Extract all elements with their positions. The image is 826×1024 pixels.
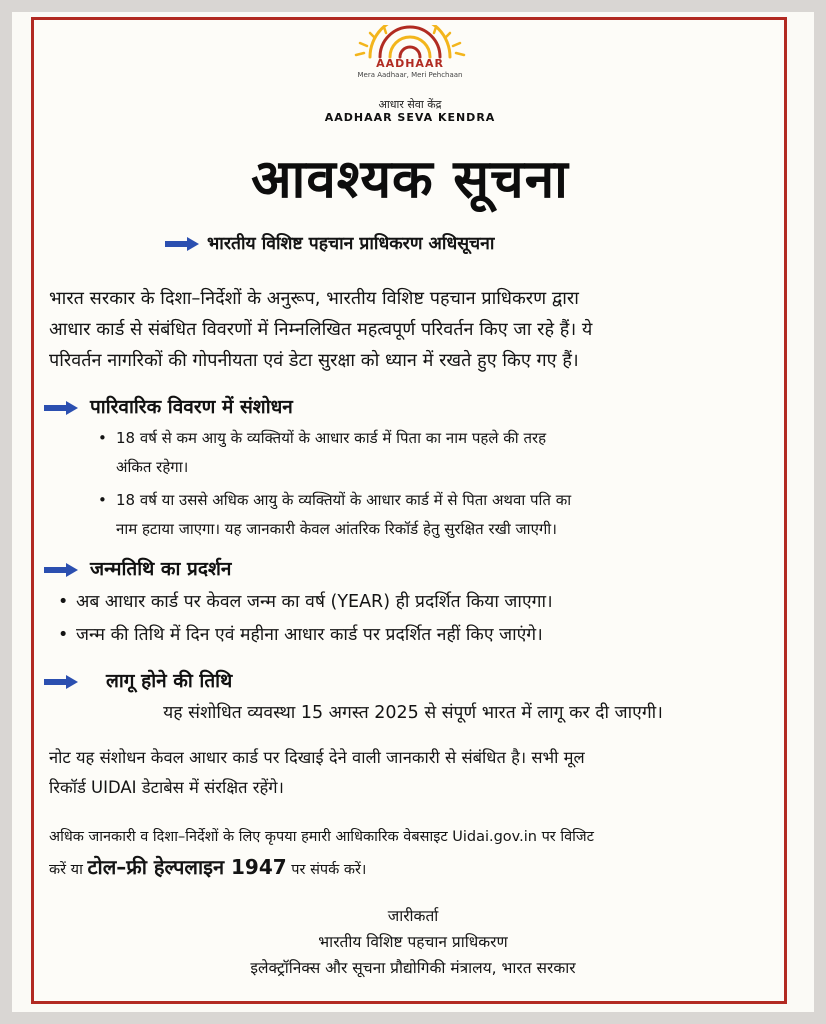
dob-display-heading (44, 555, 231, 581)
list-item (98, 486, 571, 544)
notification-heading (165, 231, 494, 255)
note-line: नोट यह संशोधन केवल आधार कार्ड पर दिखाई देने वाली जानकारी से संबंधित है। सभी मूल (49, 748, 585, 767)
arrow-right-icon (44, 563, 78, 577)
list-item-line: • 18 वर्ष से कम आयु के व्यक्तियों के आधार कार्ड में पिता का नाम पहले की तरह (116, 429, 547, 447)
contact-info (49, 822, 784, 885)
logo-wordmark: AADHAAR (376, 57, 444, 70)
list-item: • अब आधार कार्ड पर केवल जन्म का वर्ष (YEAR) ही प्रदर्शित किया जाएगा। (58, 586, 553, 619)
family-details-heading (44, 393, 293, 419)
contact-info-text: पर संपर्क करें। (291, 862, 367, 878)
note-paragraph (49, 743, 784, 803)
list-item-line: • 18 वर्ष या उससे अधिक आयु के व्यक्तियों के आधार कार्ड में से पिता अथवा पति का (116, 491, 572, 509)
list-item-line: नाम हटाया जाएगा। यह जानकारी केवल आंतरिक रिकॉर्ड हेतु सुरक्षित रखी जाएगी। (116, 520, 557, 538)
arrow-right-icon (44, 401, 78, 415)
notification-heading-text: भारतीय विशिष्ट पहचान प्राधिकरण अधिसूचना (207, 234, 495, 254)
issuer-label: जारीकर्ता (387, 907, 439, 925)
intro-line: आधार कार्ड से संबंधित विवरणों में निम्नलिखित महत्वपूर्ण परिवर्तन किए जा रहे हैं। ये (49, 319, 593, 340)
dob-display-heading-text: जन्मतिथि का प्रदर्शन (90, 558, 232, 580)
list-item-line: अंकित रहेगा। (116, 458, 189, 476)
seva-kendra-hindi: आधार सेवा केंद्र (378, 98, 442, 111)
note-line: रिकॉर्ड UIDAI डेटाबेस में संरक्षित रहेंगे। (49, 778, 284, 797)
intro-line: भारत सरकार के दिशा–निर्देशों के अनुरूप, भारतीय विशिष्ट पहचान प्राधिकरण द्वारा (49, 288, 579, 309)
dob-display-list (58, 586, 553, 652)
contact-info-line: अधिक जानकारी व दिशा–निर्देशों के लिए कृपया हमारी आधिकारिक वेबसाइट Uidai.gov.in पर विजिट (49, 829, 594, 845)
family-details-heading-text: पारिवारिक विवरण में संशोधन (90, 396, 293, 418)
effective-date-heading-text: लागू होने की तिथि (106, 670, 233, 692)
intro-line: परिवर्तन नागरिकों की गोपनीयता एवं डेटा सुरक्षा को ध्यान में रखते हुए किए गए हैं। (49, 350, 579, 371)
arrow-right-icon (44, 675, 78, 689)
aadhaar-sun-icon (350, 25, 470, 59)
intro-paragraph (49, 283, 784, 376)
family-details-list (98, 424, 571, 544)
list-item: • जन्म की तिथि में दिन एवं महीना आधार कार्ड पर प्रदर्शित नहीं किए जाएंगे। (58, 619, 553, 652)
issuer-block (40, 903, 786, 981)
logo-tagline: Mera Aadhaar, Meri Pehchaan (357, 71, 463, 79)
helpline-number: टोल–फ्री हेल्पलाइन 1947 (87, 855, 287, 879)
contact-info-line (49, 852, 784, 885)
issuer-ministry: इलेक्ट्रॉनिक्स और सूचना प्रौद्योगिकी मंत्रालय, भारत सरकार (250, 959, 576, 977)
effective-date-heading (44, 667, 232, 693)
contact-info-text: करें या (49, 862, 83, 878)
aadhaar-logo (300, 25, 520, 125)
arrow-right-icon (165, 237, 199, 251)
seva-kendra-english: AADHAAR SEVA KENDRA (324, 111, 496, 124)
issuer-organization: भारतीय विशिष्ट पहचान प्राधिकरण (318, 933, 508, 951)
effective-date-text: यह संशोधित व्यवस्था 15 अगस्त 2025 से संपूर्ण भारत में लागू कर दी जाएगी। (163, 703, 663, 723)
page-title: आवश्यक सूचना (251, 149, 569, 210)
list-item (98, 424, 571, 482)
